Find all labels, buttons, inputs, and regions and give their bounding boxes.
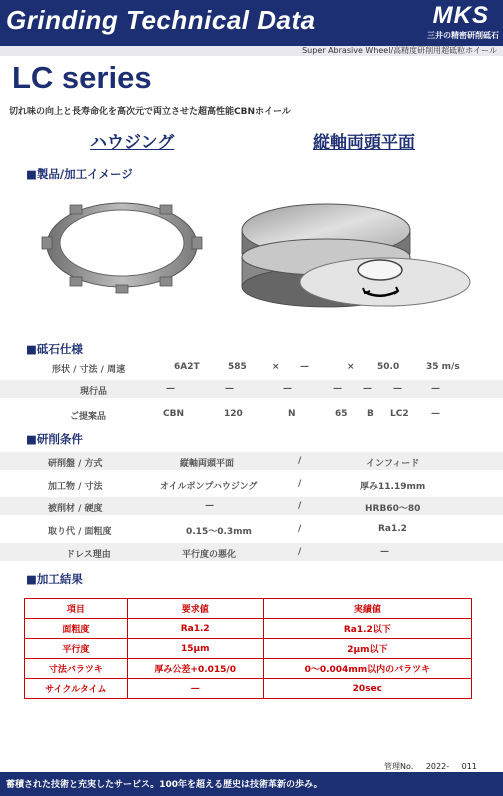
header-title: Grinding Technical Data xyxy=(6,5,316,35)
table-row xyxy=(25,679,472,699)
condition-sep: / xyxy=(298,456,302,466)
condition-left: 縦軸両頭平面 xyxy=(180,459,235,469)
results-cell: 面粗度 xyxy=(25,619,128,639)
condition-row xyxy=(0,497,503,515)
condition-row xyxy=(0,452,503,470)
condition-right: 厚み11.19mm xyxy=(360,482,426,492)
spec-cell: — xyxy=(283,384,292,394)
spec-cell: 6A2T xyxy=(174,362,200,372)
results-header: 項目 xyxy=(25,599,128,619)
company-logo: MKS xyxy=(432,2,489,29)
results-cell: Ra1.2以下 xyxy=(263,619,471,639)
management-year: 2022- xyxy=(425,762,450,771)
spec-cell: 120 xyxy=(224,409,243,419)
spec-cell: × xyxy=(272,362,280,372)
spec-cell: 65 xyxy=(335,409,348,419)
condition-right: HRB60～80 xyxy=(365,504,421,514)
results-cell: 2μm以下 xyxy=(263,639,471,659)
spec-cell: — xyxy=(431,384,440,394)
condition-sep: / xyxy=(298,501,302,511)
results-table xyxy=(24,598,472,699)
spec-row-label: ご提案品 xyxy=(70,412,107,422)
results-header: 実績値 xyxy=(263,599,471,619)
spec-cell: — xyxy=(431,409,440,419)
condition-label: 加工物 / 寸法 xyxy=(48,482,103,492)
management-number xyxy=(384,761,487,772)
spec-row-label: 現行品 xyxy=(80,387,108,397)
spec-cell: — xyxy=(166,384,175,394)
spec-cell: N xyxy=(288,409,296,419)
spec-cell: LC2 xyxy=(390,409,409,419)
spec-cell: × xyxy=(347,362,355,372)
tagline: 切れ味の向上と長寿命化を高次元で両立させた超高性能CBNホイール xyxy=(9,107,291,117)
spec-cell: CBN xyxy=(163,409,184,419)
condition-row xyxy=(0,520,503,538)
spec-cell: — xyxy=(363,384,372,394)
spec-row-shape xyxy=(0,358,503,376)
management-label: 管理No. xyxy=(384,762,414,771)
spec-cell: — xyxy=(225,384,234,394)
results-cell: — xyxy=(127,679,263,699)
condition-right: インフィード xyxy=(366,459,420,469)
section-results: ■加工結果 xyxy=(26,572,83,586)
condition-right: Ra1.2 xyxy=(378,524,407,534)
condition-sep: / xyxy=(298,479,302,489)
condition-row xyxy=(0,475,503,493)
condition-left: 平行度の悪化 xyxy=(182,550,237,560)
spec-cell: B xyxy=(367,409,374,419)
section-product: ■製品/加工イメージ xyxy=(26,167,133,181)
spec-row-proposed xyxy=(0,405,503,423)
spec-cell: — xyxy=(300,362,309,372)
header-bar xyxy=(0,0,503,46)
condition-label: 研削盤 / 方式 xyxy=(48,459,103,469)
condition-left: — xyxy=(205,501,214,511)
results-cell: 15μm xyxy=(127,639,263,659)
spec-row-current xyxy=(0,380,503,398)
double-disc-grinding-image xyxy=(242,204,470,307)
results-cell: 寸法バラツキ xyxy=(25,659,128,679)
product-illustration xyxy=(30,185,480,325)
header-subtitle: Super Abrasive Wheel/高精度研削用超砥粒ホイール xyxy=(302,46,497,55)
results-cell: 平行度 xyxy=(25,639,128,659)
category-housing: ハウジング xyxy=(90,133,175,153)
condition-row xyxy=(0,543,503,561)
condition-sep: / xyxy=(298,547,302,557)
housing-ring-image xyxy=(42,203,202,293)
condition-right: — xyxy=(380,547,389,557)
results-cell: 厚み公差+0.015/0 xyxy=(127,659,263,679)
management-id: 011 xyxy=(461,762,477,771)
results-header: 要求値 xyxy=(127,599,263,619)
results-header-row xyxy=(25,599,472,619)
table-row xyxy=(25,619,472,639)
condition-left: オイルポンプハウジング xyxy=(160,482,258,492)
spec-row-label: 形状 / 寸法 / 周速 xyxy=(52,365,126,375)
results-cell: 0～0.004mm以内のバラツキ xyxy=(263,659,471,679)
series-title: LC series xyxy=(12,60,152,95)
spec-cell: 35 m/s xyxy=(426,362,460,372)
category-grinding-method: 縦軸両頭平面 xyxy=(313,133,415,153)
company-name: 三井の精密研削砥石 xyxy=(427,31,499,40)
condition-label: ドレス理由 xyxy=(66,550,111,560)
footer-bar xyxy=(0,772,503,796)
condition-sep: / xyxy=(298,524,302,534)
footer-text: 蓄積された技術と充実したサービス。100年を超える歴史は技術革新の歩み。 xyxy=(6,780,323,790)
spec-cell: 585 xyxy=(228,362,247,372)
spec-cell: — xyxy=(333,384,342,394)
section-wheel-spec: ■砥石仕様 xyxy=(26,342,83,356)
table-row xyxy=(25,639,472,659)
condition-label: 被削材 / 硬度 xyxy=(48,504,103,514)
spec-cell: — xyxy=(393,384,402,394)
spec-cell: 50.0 xyxy=(377,362,400,372)
section-grinding-conditions: ■研削条件 xyxy=(26,432,83,446)
condition-label: 取り代 / 面粗度 xyxy=(48,527,112,537)
results-cell: Ra1.2 xyxy=(127,619,263,639)
table-row xyxy=(25,659,472,679)
results-cell: 20sec xyxy=(263,679,471,699)
results-cell: サイクルタイム xyxy=(25,679,128,699)
condition-left: 0.15～0.3mm xyxy=(186,527,252,537)
